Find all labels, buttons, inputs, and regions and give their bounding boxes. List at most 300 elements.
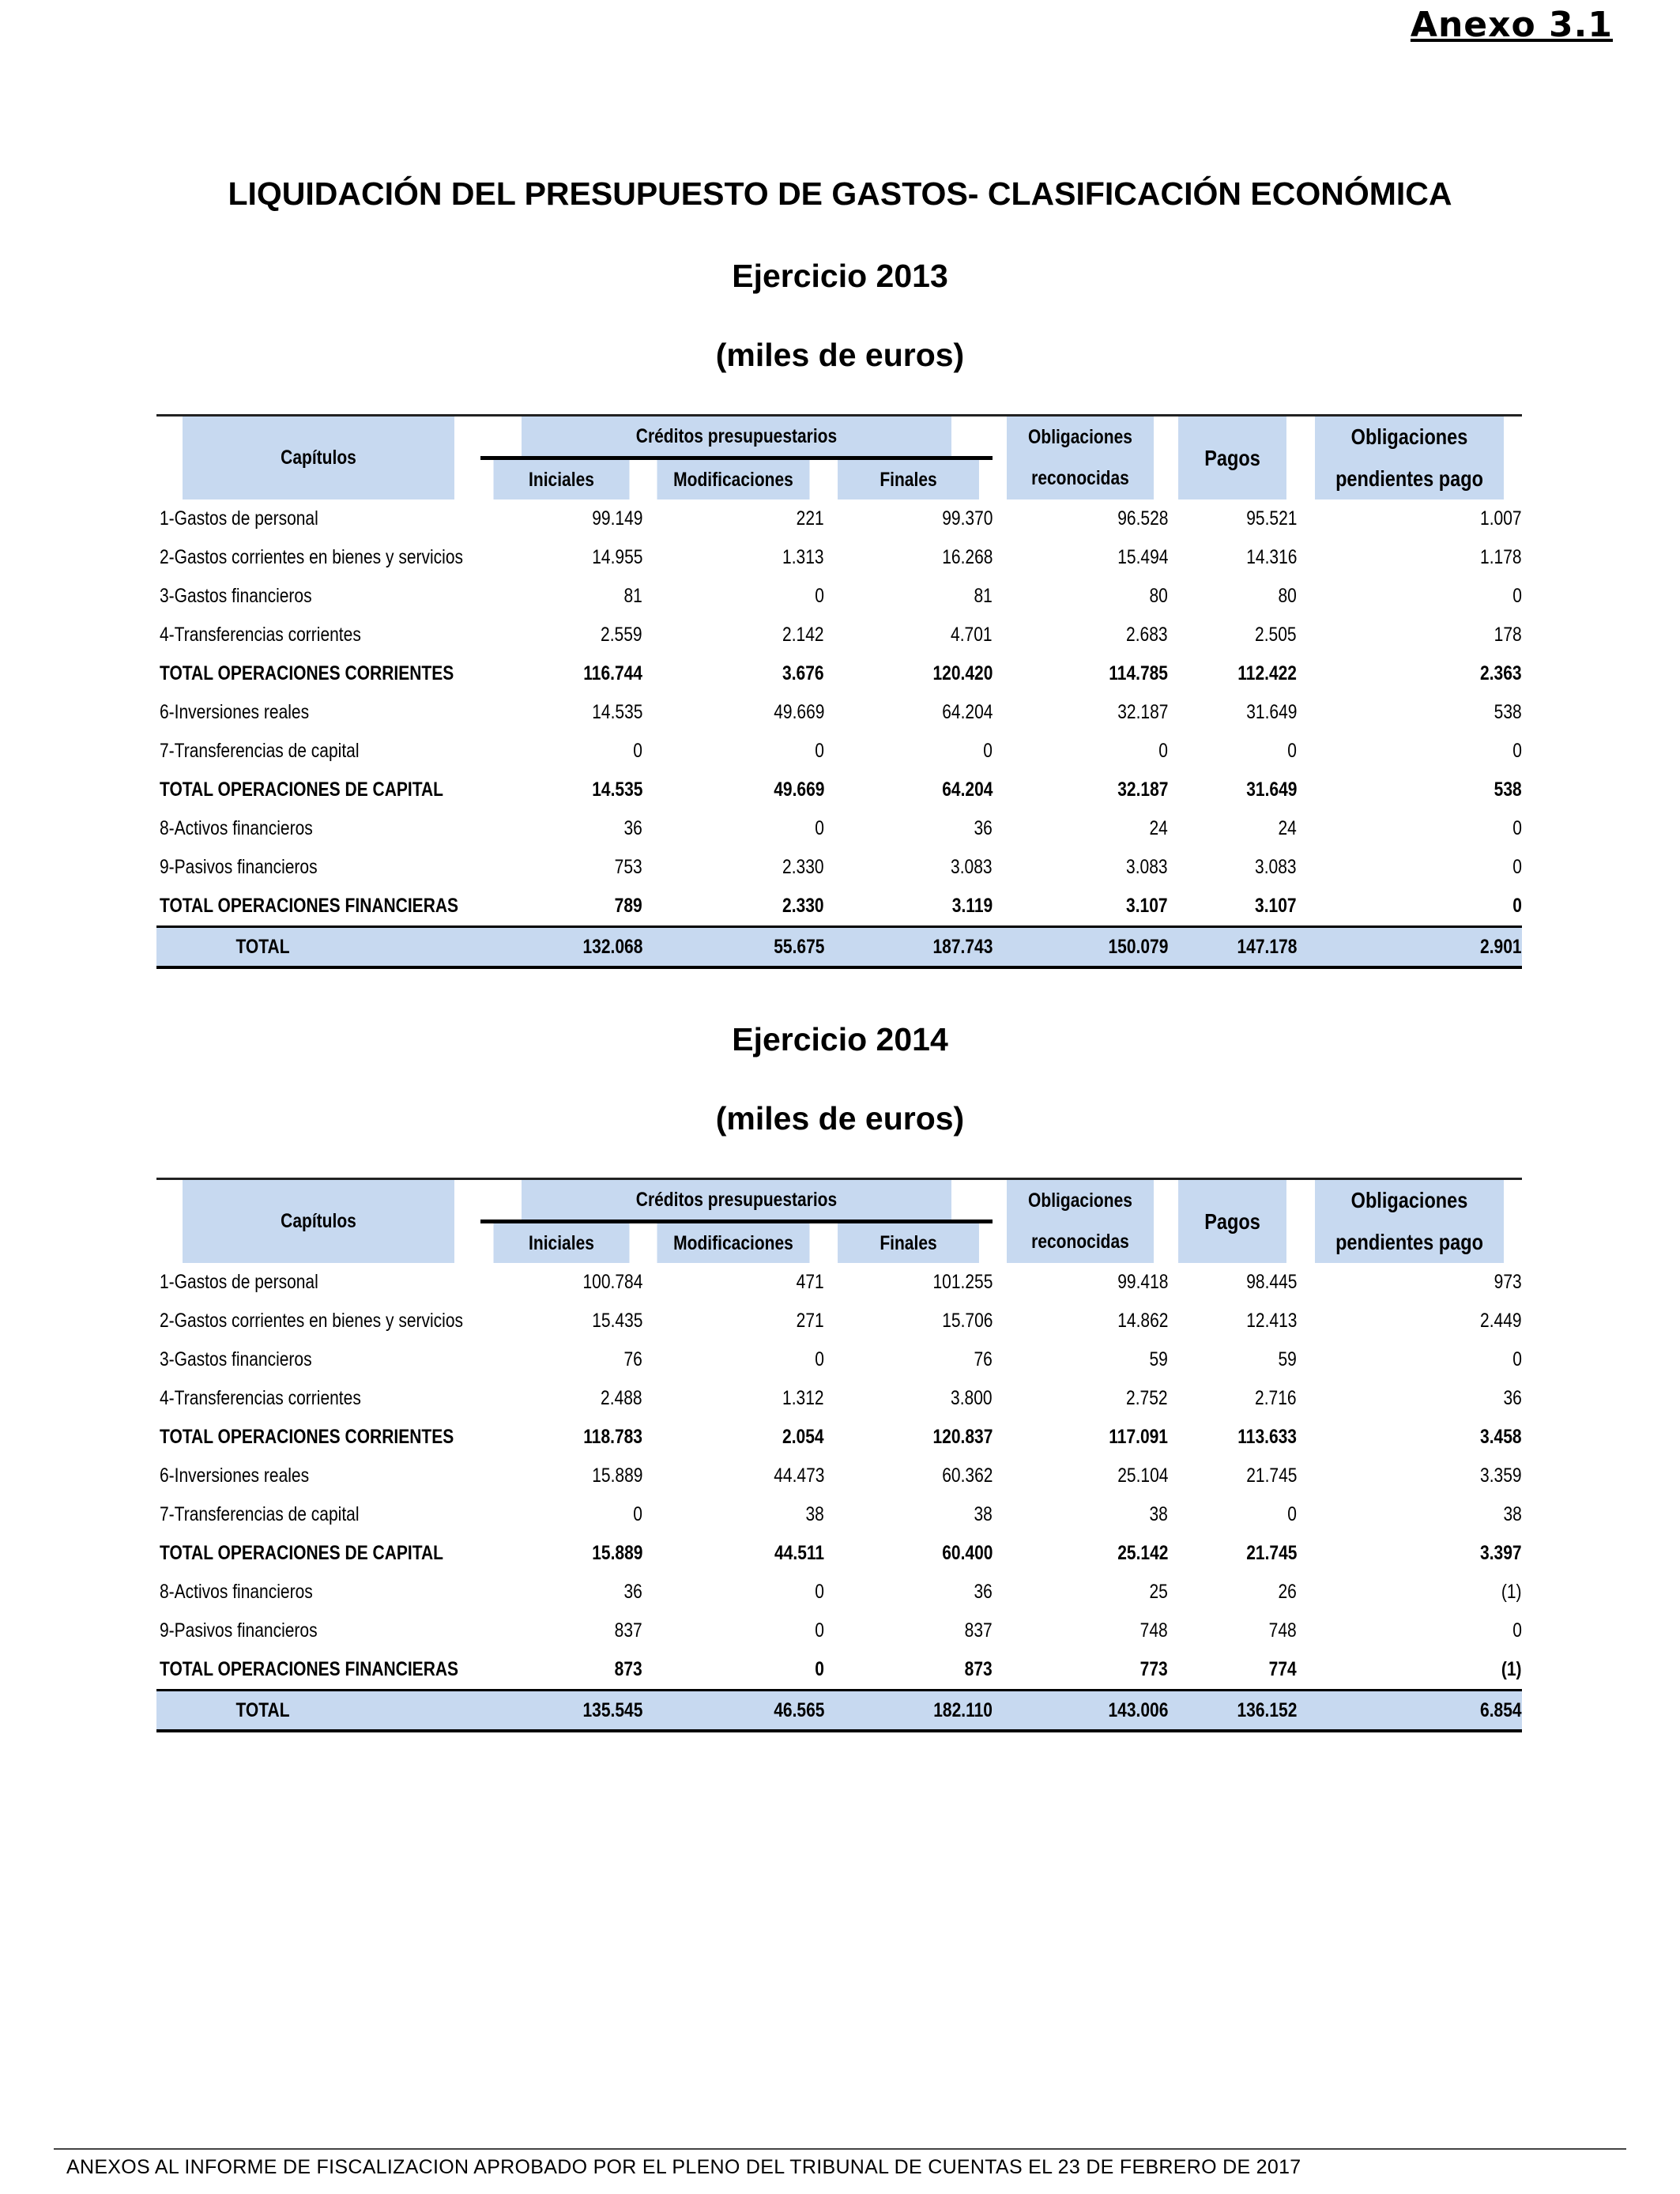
cell-obligaciones-reconocidas xyxy=(993,1650,1168,1691)
cell-modificaciones xyxy=(642,616,824,654)
cell-value: 774 xyxy=(1268,1658,1297,1680)
cell-iniciales xyxy=(480,1573,642,1612)
cell-pagos xyxy=(1168,654,1297,693)
cell-pendientes-pago xyxy=(1297,1418,1522,1457)
cell-iniciales xyxy=(480,1691,642,1732)
row-label-text: TOTAL xyxy=(235,1698,291,1721)
cell-iniciales xyxy=(480,616,642,654)
cell-modificaciones xyxy=(642,538,824,577)
cell-value: 21.745 xyxy=(1245,1542,1297,1564)
cell-pagos xyxy=(1168,538,1297,577)
cell-value: 1.312 xyxy=(782,1387,824,1409)
table-total-row xyxy=(156,927,1522,968)
cell-value: 80 xyxy=(1278,585,1297,607)
table-row xyxy=(156,1495,1522,1534)
cell-value: 1.007 xyxy=(1480,507,1522,530)
row-label-text: TOTAL OPERACIONES FINANCIERAS xyxy=(160,895,459,917)
cell-value: 38 xyxy=(805,1503,824,1525)
cell-value: 14.955 xyxy=(591,546,642,568)
cell-value: 6.854 xyxy=(1480,1698,1522,1721)
cell-finales xyxy=(824,1379,993,1418)
budget-table-2014 xyxy=(156,1178,1522,1732)
cell-finales xyxy=(824,577,993,616)
row-label-text: 9-Pasivos financieros xyxy=(160,1619,318,1642)
table-subtotal-row xyxy=(156,1418,1522,1457)
row-label xyxy=(156,1573,480,1612)
cell-pagos xyxy=(1168,1418,1297,1457)
cell-iniciales xyxy=(480,732,642,771)
cell-value: 81 xyxy=(623,585,642,607)
cell-pendientes-pago xyxy=(1297,927,1522,968)
cell-value: 0 xyxy=(1287,740,1297,762)
row-label-text: TOTAL OPERACIONES DE CAPITAL xyxy=(160,1542,443,1564)
cell-value: 748 xyxy=(1139,1619,1168,1642)
row-label xyxy=(156,848,480,887)
cell-value: 101.255 xyxy=(932,1271,993,1293)
cell-obligaciones-reconocidas xyxy=(993,538,1168,577)
cell-value: 0 xyxy=(1512,740,1522,762)
cell-obligaciones-reconocidas xyxy=(993,1691,1168,1732)
row-label xyxy=(156,1457,480,1495)
header-reconocidas: reconocidas xyxy=(1007,458,1154,500)
cell-iniciales xyxy=(480,499,642,538)
cell-value: 64.204 xyxy=(941,701,993,723)
row-label xyxy=(156,538,480,577)
cell-value: 15.706 xyxy=(941,1310,993,1332)
cell-value: 99.370 xyxy=(941,507,993,530)
cell-finales xyxy=(824,1418,993,1457)
cell-pendientes-pago xyxy=(1297,848,1522,887)
header-finales: Finales xyxy=(838,458,979,500)
cell-iniciales xyxy=(480,1263,642,1302)
cell-value: 38 xyxy=(1149,1503,1168,1525)
cell-value: 748 xyxy=(1268,1619,1297,1642)
cell-finales xyxy=(824,616,993,654)
cell-value: 15.494 xyxy=(1117,546,1168,568)
cell-modificaciones xyxy=(642,1340,824,1379)
cell-value: 120.837 xyxy=(932,1426,993,1448)
cell-obligaciones-reconocidas xyxy=(993,693,1168,732)
row-label-text: 2-Gastos corrientes en bienes y servicios xyxy=(160,1310,464,1332)
cell-modificaciones xyxy=(642,1612,824,1650)
cell-value: 38 xyxy=(1503,1503,1522,1525)
cell-value: 25.104 xyxy=(1117,1465,1168,1487)
row-label-text: 1-Gastos de personal xyxy=(160,507,318,530)
cell-value: 14.862 xyxy=(1117,1310,1168,1332)
row-label xyxy=(156,577,480,616)
cell-pendientes-pago xyxy=(1297,1573,1522,1612)
cell-finales xyxy=(824,499,993,538)
cell-iniciales xyxy=(480,887,642,927)
cell-value: (1) xyxy=(1501,1581,1522,1603)
cell-value: 837 xyxy=(964,1619,993,1642)
cell-value: 64.204 xyxy=(941,778,993,801)
cell-value: 59 xyxy=(1278,1348,1297,1370)
footer-text: ANEXOS AL INFORME DE FISCALIZACION APROBADO POR EL PLENO DEL TRIBUNAL DE CUENTAS EL 23 DE FEBRERO DE 2017 xyxy=(66,2156,1301,2178)
header-pagos: Pagos xyxy=(1178,416,1286,500)
cell-modificaciones xyxy=(642,1457,824,1495)
row-label-text: 4-Transferencias corrientes xyxy=(160,1387,361,1409)
cell-modificaciones xyxy=(642,499,824,538)
row-label xyxy=(156,499,480,538)
row-label-text: TOTAL OPERACIONES CORRIENTES xyxy=(160,662,454,684)
cell-value: 31.649 xyxy=(1245,778,1297,801)
cell-value: 2.901 xyxy=(1480,935,1522,958)
header-reconocidas: reconocidas xyxy=(1007,1222,1154,1264)
cell-pendientes-pago xyxy=(1297,1534,1522,1573)
table-subtotal-row xyxy=(156,887,1522,927)
cell-modificaciones xyxy=(642,1418,824,1457)
cell-value: 0 xyxy=(815,585,824,607)
row-label-text: 7-Transferencias de capital xyxy=(160,740,360,762)
cell-obligaciones-reconocidas xyxy=(993,1302,1168,1340)
cell-value: 113.633 xyxy=(1237,1426,1297,1448)
cell-value: 1.178 xyxy=(1480,546,1522,568)
row-label-text: 6-Inversiones reales xyxy=(160,1465,310,1487)
cell-pendientes-pago xyxy=(1297,577,1522,616)
cell-iniciales xyxy=(480,1495,642,1534)
cell-value: 0 xyxy=(815,1581,824,1603)
cell-finales xyxy=(824,848,993,887)
cell-pendientes-pago xyxy=(1297,654,1522,693)
table-row xyxy=(156,499,1522,538)
cell-pendientes-pago xyxy=(1297,1263,1522,1302)
budget-table-2013 xyxy=(156,414,1522,969)
cell-finales xyxy=(824,887,993,927)
header-obligaciones-pendientes: Obligaciones xyxy=(1315,1179,1504,1222)
cell-value: 182.110 xyxy=(933,1698,993,1721)
row-label xyxy=(156,1302,480,1340)
cell-value: 3.676 xyxy=(782,662,824,684)
cell-pendientes-pago xyxy=(1297,1340,1522,1379)
cell-value: 2.330 xyxy=(782,895,824,917)
units-label-2014: (miles de euros) xyxy=(715,1100,965,1137)
cell-value: 3.083 xyxy=(1126,856,1168,878)
cell-value: 36 xyxy=(1503,1387,1522,1409)
cell-pendientes-pago xyxy=(1297,1650,1522,1691)
cell-pagos xyxy=(1168,1534,1297,1573)
cell-value: 99.418 xyxy=(1117,1271,1168,1293)
cell-iniciales xyxy=(480,1534,642,1573)
cell-iniciales xyxy=(480,848,642,887)
cell-value: 14.535 xyxy=(591,701,642,723)
cell-pagos xyxy=(1168,771,1297,809)
cell-pendientes-pago xyxy=(1297,1379,1522,1418)
cell-pagos xyxy=(1168,848,1297,887)
cell-value: 3.107 xyxy=(1126,895,1168,917)
header-pendientes-pago: pendientes pago xyxy=(1315,458,1504,500)
header-modificaciones: Modificaciones xyxy=(657,1222,809,1264)
cell-value: 0 xyxy=(633,1503,642,1525)
cell-value: 81 xyxy=(974,585,993,607)
cell-value: 0 xyxy=(815,1658,824,1680)
cell-obligaciones-reconocidas xyxy=(993,1534,1168,1573)
cell-value: 538 xyxy=(1494,778,1522,801)
cell-value: 36 xyxy=(974,817,993,839)
cell-value: 118.783 xyxy=(583,1426,642,1448)
cell-value: 95.521 xyxy=(1245,507,1297,530)
cell-value: 0 xyxy=(815,1619,824,1642)
cell-iniciales xyxy=(480,809,642,848)
header-iniciales: Iniciales xyxy=(493,458,629,500)
cell-value: 2.683 xyxy=(1126,624,1168,646)
row-label xyxy=(156,1263,480,1302)
cell-iniciales xyxy=(480,693,642,732)
cell-value: 2.488 xyxy=(601,1387,642,1409)
cell-value: 178 xyxy=(1494,624,1522,646)
annex-label: Anexo 3.1 xyxy=(1410,5,1613,45)
cell-value: 147.178 xyxy=(1237,935,1297,958)
table-row xyxy=(156,693,1522,732)
cell-finales xyxy=(824,1573,993,1612)
cell-value: 38 xyxy=(974,1503,993,1525)
year-title-2013: Ejercicio 2013 xyxy=(732,258,948,294)
header-capitulos: Capítulos xyxy=(183,1179,454,1264)
cell-value: 112.422 xyxy=(1237,662,1297,684)
row-label xyxy=(156,1495,480,1534)
cell-modificaciones xyxy=(642,654,824,693)
table-row xyxy=(156,1457,1522,1495)
row-label xyxy=(156,1534,480,1573)
cell-value: 0 xyxy=(1512,1348,1522,1370)
cell-iniciales xyxy=(480,1340,642,1379)
cell-pendientes-pago xyxy=(1297,732,1522,771)
cell-pagos xyxy=(1168,1495,1297,1534)
cell-obligaciones-reconocidas xyxy=(993,1263,1168,1302)
table-row xyxy=(156,577,1522,616)
row-label-text: 1-Gastos de personal xyxy=(160,1271,318,1293)
cell-value: 36 xyxy=(623,1581,642,1603)
cell-finales xyxy=(824,732,993,771)
cell-pagos xyxy=(1168,887,1297,927)
cell-value: 80 xyxy=(1149,585,1168,607)
cell-pagos xyxy=(1168,1379,1297,1418)
header-obligaciones: Obligaciones xyxy=(1007,1179,1154,1222)
cell-value: 0 xyxy=(633,740,642,762)
cell-value: 271 xyxy=(796,1310,824,1332)
cell-value: 0 xyxy=(1512,856,1522,878)
row-label xyxy=(156,1418,480,1457)
cell-iniciales xyxy=(480,1302,642,1340)
cell-obligaciones-reconocidas xyxy=(993,1379,1168,1418)
cell-modificaciones xyxy=(642,577,824,616)
cell-iniciales xyxy=(480,927,642,968)
table-row xyxy=(156,848,1522,887)
header-pagos: Pagos xyxy=(1178,1179,1286,1264)
row-label xyxy=(156,809,480,848)
cell-value: 60.362 xyxy=(941,1465,993,1487)
row-label xyxy=(156,771,480,809)
cell-modificaciones xyxy=(642,848,824,887)
cell-iniciales xyxy=(480,538,642,577)
cell-pendientes-pago xyxy=(1297,1457,1522,1495)
cell-value: 2.363 xyxy=(1480,662,1522,684)
row-label xyxy=(156,1691,480,1732)
cell-finales xyxy=(824,1650,993,1691)
cell-value: 96.528 xyxy=(1117,507,1168,530)
cell-iniciales xyxy=(480,1418,642,1457)
row-label xyxy=(156,732,480,771)
row-label-text: 4-Transferencias corrientes xyxy=(160,624,361,646)
year-title-2014: Ejercicio 2014 xyxy=(732,1021,948,1057)
cell-obligaciones-reconocidas xyxy=(993,927,1168,968)
cell-pagos xyxy=(1168,1302,1297,1340)
table-row xyxy=(156,1340,1522,1379)
cell-value: 116.744 xyxy=(583,662,642,684)
cell-finales xyxy=(824,1691,993,1732)
table-row xyxy=(156,1302,1522,1340)
page-title: LIQUIDACIÓN DEL PRESUPUESTO DE GASTOS- CLASIFICACIÓN ECONÓMICA xyxy=(228,175,1452,212)
header-capitulos: Capítulos xyxy=(183,416,454,500)
cell-value: 59 xyxy=(1149,1348,1168,1370)
cell-value: 2.505 xyxy=(1255,624,1297,646)
cell-value: 873 xyxy=(964,1658,993,1680)
cell-modificaciones xyxy=(642,887,824,927)
cell-pagos xyxy=(1168,693,1297,732)
cell-value: 0 xyxy=(815,817,824,839)
table-subtotal-row xyxy=(156,1534,1522,1573)
header-iniciales: Iniciales xyxy=(493,1222,629,1264)
cell-pendientes-pago xyxy=(1297,1691,1522,1732)
cell-obligaciones-reconocidas xyxy=(993,809,1168,848)
cell-obligaciones-reconocidas xyxy=(993,577,1168,616)
units-label-2013: (miles de euros) xyxy=(715,337,965,373)
table-total-row xyxy=(156,1691,1522,1732)
cell-pagos xyxy=(1168,1263,1297,1302)
cell-value: 25 xyxy=(1149,1581,1168,1603)
cell-pendientes-pago xyxy=(1297,499,1522,538)
cell-value: 0 xyxy=(815,1348,824,1370)
row-label xyxy=(156,1340,480,1379)
cell-pendientes-pago xyxy=(1297,616,1522,654)
row-label-text: 3-Gastos financieros xyxy=(160,585,312,607)
cell-modificaciones xyxy=(642,693,824,732)
cell-value: 120.420 xyxy=(932,662,993,684)
row-label xyxy=(156,616,480,654)
cell-value: 3.458 xyxy=(1480,1426,1522,1448)
cell-value: 0 xyxy=(1512,817,1522,839)
cell-pendientes-pago xyxy=(1297,887,1522,927)
header-pendientes-pago: pendientes pago xyxy=(1315,1222,1504,1264)
cell-pagos xyxy=(1168,499,1297,538)
cell-value: 136.152 xyxy=(1237,1698,1297,1721)
cell-pagos xyxy=(1168,1340,1297,1379)
cell-finales xyxy=(824,654,993,693)
cell-value: 100.784 xyxy=(582,1271,642,1293)
cell-value: 773 xyxy=(1139,1658,1168,1680)
row-label-text: 8-Activos financieros xyxy=(160,1581,313,1603)
cell-iniciales xyxy=(480,1379,642,1418)
cell-finales xyxy=(824,771,993,809)
row-label-text: 7-Transferencias de capital xyxy=(160,1503,360,1525)
cell-value: 3.083 xyxy=(951,856,993,878)
table-subtotal-row xyxy=(156,654,1522,693)
header-obligaciones-pendientes: Obligaciones xyxy=(1315,416,1504,458)
cell-value: 221 xyxy=(796,507,824,530)
cell-obligaciones-reconocidas xyxy=(993,1495,1168,1534)
cell-finales xyxy=(824,1495,993,1534)
cell-value: 60.400 xyxy=(941,1542,993,1564)
cell-value: 24 xyxy=(1278,817,1297,839)
cell-value: 0 xyxy=(983,740,993,762)
table-row xyxy=(156,1573,1522,1612)
cell-value: 3.119 xyxy=(951,895,993,917)
cell-obligaciones-reconocidas xyxy=(993,654,1168,693)
cell-pagos xyxy=(1168,1650,1297,1691)
cell-pagos xyxy=(1168,809,1297,848)
cell-modificaciones xyxy=(642,771,824,809)
cell-pendientes-pago xyxy=(1297,1495,1522,1534)
cell-obligaciones-reconocidas xyxy=(993,499,1168,538)
cell-value: 0 xyxy=(1158,740,1168,762)
cell-finales xyxy=(824,1457,993,1495)
cell-finales xyxy=(824,1534,993,1573)
cell-value: 3.107 xyxy=(1255,895,1297,917)
cell-pagos xyxy=(1168,1573,1297,1612)
cell-value: 12.413 xyxy=(1245,1310,1297,1332)
table-row xyxy=(156,1263,1522,1302)
table-row xyxy=(156,1379,1522,1418)
cell-value: 25.142 xyxy=(1117,1542,1168,1564)
cell-value: 15.889 xyxy=(591,1542,642,1564)
row-label-text: 6-Inversiones reales xyxy=(160,701,310,723)
row-label xyxy=(156,927,480,968)
cell-modificaciones xyxy=(642,1495,824,1534)
row-label-text: TOTAL OPERACIONES DE CAPITAL xyxy=(160,778,443,801)
row-label xyxy=(156,1379,480,1418)
footer-divider xyxy=(54,2148,1626,2150)
row-label xyxy=(156,1612,480,1650)
table-row xyxy=(156,538,1522,577)
cell-value: 0 xyxy=(1512,895,1522,917)
cell-value: 55.675 xyxy=(773,935,824,958)
cell-modificaciones xyxy=(642,1573,824,1612)
cell-value: 16.268 xyxy=(941,546,993,568)
row-label-text: TOTAL OPERACIONES CORRIENTES xyxy=(160,1426,454,1448)
cell-pagos xyxy=(1168,927,1297,968)
cell-value: 32.187 xyxy=(1117,778,1168,801)
row-label-text: TOTAL OPERACIONES FINANCIERAS xyxy=(160,1658,459,1680)
cell-value: 32.187 xyxy=(1117,701,1168,723)
cell-pagos xyxy=(1168,732,1297,771)
cell-obligaciones-reconocidas xyxy=(993,887,1168,927)
cell-pagos xyxy=(1168,1612,1297,1650)
cell-modificaciones xyxy=(642,1379,824,1418)
cell-pendientes-pago xyxy=(1297,809,1522,848)
cell-obligaciones-reconocidas xyxy=(993,1612,1168,1650)
header-finales: Finales xyxy=(838,1222,979,1264)
cell-value: 837 xyxy=(614,1619,642,1642)
cell-value: 76 xyxy=(974,1348,993,1370)
cell-value: 24 xyxy=(1149,817,1168,839)
row-label xyxy=(156,1650,480,1691)
cell-finales xyxy=(824,1340,993,1379)
row-label-text: TOTAL xyxy=(235,935,291,958)
cell-value: 538 xyxy=(1494,701,1522,723)
cell-value: 3.359 xyxy=(1480,1465,1522,1487)
table-subtotal-row xyxy=(156,771,1522,809)
cell-value: 2.054 xyxy=(782,1426,824,1448)
cell-iniciales xyxy=(480,1612,642,1650)
cell-pendientes-pago xyxy=(1297,693,1522,732)
cell-value: 98.445 xyxy=(1245,1271,1297,1293)
cell-iniciales xyxy=(480,771,642,809)
cell-iniciales xyxy=(480,654,642,693)
cell-value: 46.565 xyxy=(773,1698,824,1721)
cell-finales xyxy=(824,1263,993,1302)
cell-value: 1.313 xyxy=(782,546,824,568)
cell-finales xyxy=(824,693,993,732)
